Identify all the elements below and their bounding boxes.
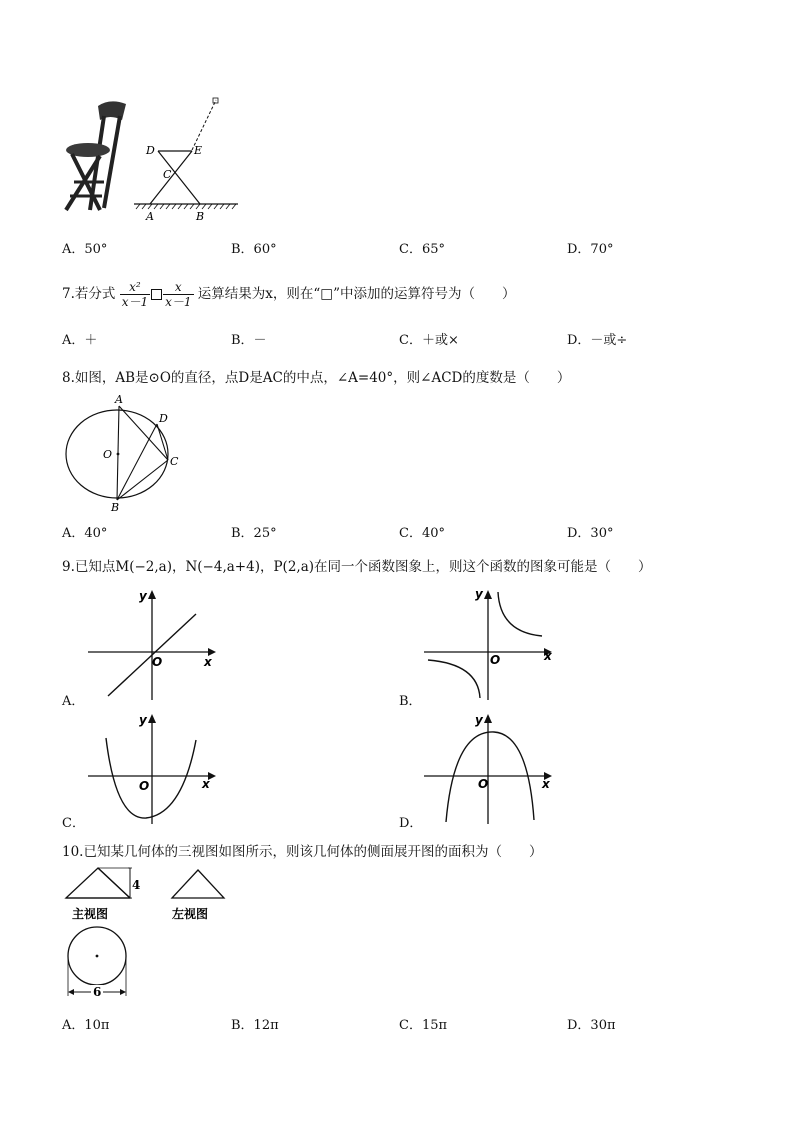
q9-option-a: A． — [62, 694, 85, 709]
q7-prefix: 7.若分式 — [62, 286, 116, 302]
q9-option-d: D． — [399, 816, 423, 831]
q8-option-a: A．40° — [62, 526, 108, 541]
q9a-x-label: x — [204, 655, 212, 669]
q9d-y-label: y — [475, 713, 483, 727]
q8-option-c: C．40° — [399, 526, 445, 541]
q7-stem — [62, 280, 515, 309]
q9-option-c: C． — [62, 816, 85, 831]
q9c-y-label: y — [139, 713, 147, 727]
q9d-origin-label: O — [478, 777, 489, 791]
q8-option-d: D．30° — [567, 526, 614, 541]
q10-three-views — [62, 862, 237, 1002]
q7-option-b: B．－ — [231, 333, 267, 348]
q10-option-a: A．10π — [62, 1018, 110, 1033]
q6-label-d: D — [146, 144, 155, 157]
q6-option-a: A．50° — [62, 242, 108, 257]
q9-option-b: B． — [399, 694, 422, 709]
q9-graph-a — [86, 586, 220, 702]
q9c-origin-label: O — [139, 779, 150, 793]
q6-option-c: C．65° — [399, 242, 445, 257]
q6-label-e: E — [194, 144, 203, 157]
q7-frac2-den: x－1 — [165, 295, 192, 309]
q7-fraction-2 — [163, 280, 193, 309]
q7-fraction-1 — [120, 280, 150, 309]
q10-left-view-label: 左视图 — [172, 907, 209, 921]
q8-label-d: D — [159, 412, 168, 425]
q10-option-d: D．30π — [567, 1018, 616, 1033]
q9a-y-label: y — [139, 589, 147, 603]
q6-chair-photo — [60, 98, 140, 218]
q9b-x-label: x — [544, 649, 552, 663]
q9-graph-c — [86, 710, 220, 826]
q8-label-c: C — [170, 455, 179, 468]
q6-label-a: A — [146, 210, 154, 223]
q9-graph-d — [422, 710, 556, 826]
q7-option-a: A．＋ — [62, 333, 98, 348]
q6-geometry-figure — [130, 96, 245, 226]
q8-stem: 8.如图，AB是⊙O的直径，点D是AC的中点，∠A=40°，则∠ACD的度数是（ ） — [62, 370, 571, 386]
q8-option-b: B．25° — [231, 526, 277, 541]
q7-frac1-den: x－1 — [121, 295, 149, 309]
q10-front-view-label: 主视图 — [72, 907, 109, 921]
q6-label-c: C — [163, 168, 172, 181]
q6-option-d: D．70° — [567, 242, 614, 257]
q7-option-d: D．－或÷ — [567, 333, 628, 348]
q9c-x-label: x — [202, 777, 210, 791]
q9-stem: 9.已知点M(−2,a)，N(−4,a+4)，P(2,a)在同一个函数图象上，则这个函数的图象可能是（ ） — [62, 559, 652, 575]
q10-height-label: 4 — [132, 878, 141, 892]
q7-frac2-num: x — [163, 280, 193, 295]
q9b-origin-label: O — [490, 653, 501, 667]
q9b-y-label: y — [475, 587, 483, 601]
q8-label-o: O — [103, 448, 113, 461]
q10-option-c: C．15π — [399, 1018, 448, 1033]
q6-label-b: B — [196, 210, 205, 223]
q7-option-c: C．＋或× — [399, 333, 459, 348]
q6-option-b: B．60° — [231, 242, 277, 257]
q10-diameter-label: 6 — [93, 985, 102, 999]
q10-stem: 10.已知某几何体的三视图如图所示，则该几何体的侧面展开图的面积为（ ） — [62, 844, 543, 860]
q8-label-b: B — [111, 501, 120, 514]
q9a-origin-label: O — [152, 655, 163, 669]
q8-circle-figure — [60, 392, 185, 514]
q7-box-icon — [151, 289, 162, 300]
q9d-x-label: x — [542, 777, 550, 791]
q7-frac1-num: x² — [120, 280, 150, 295]
q10-option-b: B．12π — [231, 1018, 279, 1033]
q9-graph-b — [422, 586, 556, 702]
q8-label-a: A — [115, 393, 123, 406]
q7-suffix: 运算结果为x，则在“□”中添加的运算符号为（ ） — [197, 286, 516, 302]
